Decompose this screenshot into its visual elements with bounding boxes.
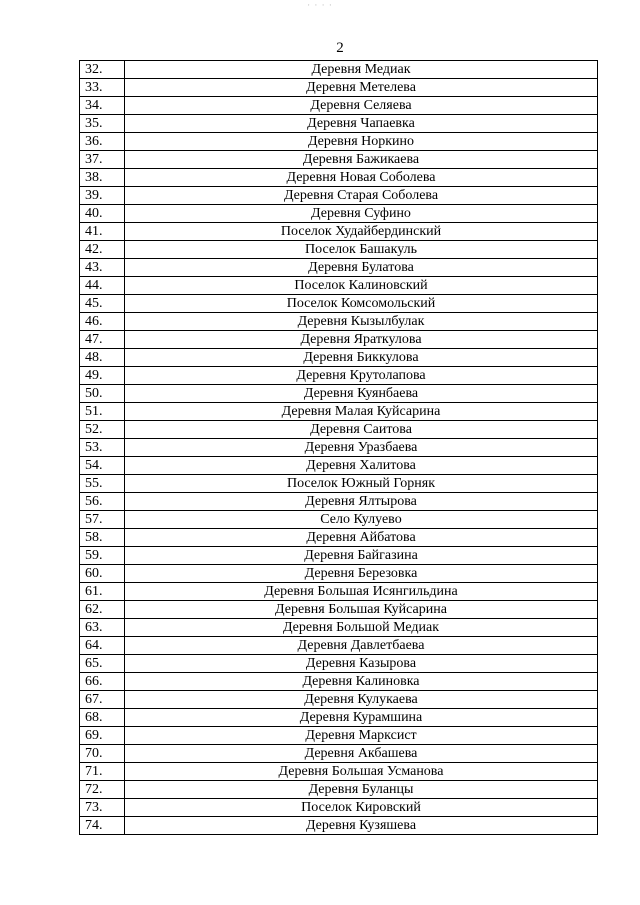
table-row	[80, 97, 598, 115]
table-row	[80, 241, 598, 259]
row-number: 40.	[80, 205, 125, 223]
row-number: 58.	[80, 529, 125, 547]
row-number: 67.	[80, 691, 125, 709]
settlement-name: Деревня Крутолапова	[125, 367, 598, 385]
settlement-name: Деревня Ялтырова	[125, 493, 598, 511]
table-row	[80, 151, 598, 169]
settlement-name: Деревня Большая Куйсарина	[125, 601, 598, 619]
table-row	[80, 691, 598, 709]
table-row	[80, 169, 598, 187]
settlement-name: Деревня Курамшина	[125, 709, 598, 727]
table-row	[80, 727, 598, 745]
settlement-name: Деревня Яраткулова	[125, 331, 598, 349]
row-number: 34.	[80, 97, 125, 115]
table-row	[80, 385, 598, 403]
settlement-name: Деревня Селяева	[125, 97, 598, 115]
row-number: 35.	[80, 115, 125, 133]
row-number: 51.	[80, 403, 125, 421]
settlement-name: Деревня Кулукаева	[125, 691, 598, 709]
header-mark: · · · ·	[307, 0, 333, 10]
row-number: 49.	[80, 367, 125, 385]
settlement-name: Деревня Суфино	[125, 205, 598, 223]
settlement-name: Деревня Давлетбаева	[125, 637, 598, 655]
settlement-name: Деревня Биккулова	[125, 349, 598, 367]
settlement-name: Деревня Калиновка	[125, 673, 598, 691]
settlement-name: Деревня Казырова	[125, 655, 598, 673]
table-row	[80, 637, 598, 655]
row-number: 53.	[80, 439, 125, 457]
table-row	[80, 781, 598, 799]
table-row	[80, 547, 598, 565]
row-number: 47.	[80, 331, 125, 349]
page-number: 2	[336, 40, 344, 56]
table-row	[80, 421, 598, 439]
row-number: 60.	[80, 565, 125, 583]
settlement-name: Деревня Большая Усманова	[125, 763, 598, 781]
row-number: 73.	[80, 799, 125, 817]
settlement-name: Деревня Кызылбулак	[125, 313, 598, 331]
settlement-name: Деревня Березовка	[125, 565, 598, 583]
table-row	[80, 745, 598, 763]
table-row	[80, 223, 598, 241]
table-row	[80, 205, 598, 223]
row-number: 63.	[80, 619, 125, 637]
settlement-name: Деревня Буланцы	[125, 781, 598, 799]
settlement-name: Поселок Кировский	[125, 799, 598, 817]
table-row	[80, 349, 598, 367]
settlement-name: Село Кулуево	[125, 511, 598, 529]
settlement-name: Деревня Чапаевка	[125, 115, 598, 133]
settlement-name: Поселок Комсомольский	[125, 295, 598, 313]
table-row	[80, 277, 598, 295]
row-number: 72.	[80, 781, 125, 799]
table-row	[80, 655, 598, 673]
table-row	[80, 511, 598, 529]
settlement-name: Деревня Бажикаева	[125, 151, 598, 169]
row-number: 43.	[80, 259, 125, 277]
table-row	[80, 259, 598, 277]
settlement-name: Деревня Большая Исянгильдина	[125, 583, 598, 601]
row-number: 69.	[80, 727, 125, 745]
table-row	[80, 79, 598, 97]
table-row	[80, 331, 598, 349]
row-number: 32.	[80, 61, 125, 79]
row-number: 74.	[80, 817, 125, 835]
settlement-name: Деревня Малая Куйсарина	[125, 403, 598, 421]
settlement-name: Деревня Куянбаева	[125, 385, 598, 403]
row-number: 37.	[80, 151, 125, 169]
row-number: 71.	[80, 763, 125, 781]
table-row	[80, 403, 598, 421]
settlement-name: Деревня Саитова	[125, 421, 598, 439]
settlement-name: Деревня Старая Соболева	[125, 187, 598, 205]
table-row	[80, 61, 598, 79]
settlement-name: Деревня Акбашева	[125, 745, 598, 763]
row-number: 48.	[80, 349, 125, 367]
settlement-name: Деревня Байгазина	[125, 547, 598, 565]
row-number: 33.	[80, 79, 125, 97]
table-row	[80, 583, 598, 601]
settlement-name: Деревня Метелева	[125, 79, 598, 97]
table-row	[80, 817, 598, 835]
settlement-name: Деревня Медиак	[125, 61, 598, 79]
table-row	[80, 601, 598, 619]
settlement-name: Деревня Кузяшева	[125, 817, 598, 835]
table-row	[80, 763, 598, 781]
row-number: 42.	[80, 241, 125, 259]
row-number: 57.	[80, 511, 125, 529]
table-row	[80, 673, 598, 691]
row-number: 70.	[80, 745, 125, 763]
row-number: 62.	[80, 601, 125, 619]
row-number: 36.	[80, 133, 125, 151]
settlement-name: Деревня Новая Соболева	[125, 169, 598, 187]
table-row	[80, 799, 598, 817]
settlement-name: Поселок Башакуль	[125, 241, 598, 259]
row-number: 46.	[80, 313, 125, 331]
settlement-name: Поселок Южный Горняк	[125, 475, 598, 493]
table-row	[80, 475, 598, 493]
row-number: 65.	[80, 655, 125, 673]
row-number: 64.	[80, 637, 125, 655]
row-number: 68.	[80, 709, 125, 727]
row-number: 41.	[80, 223, 125, 241]
table-row	[80, 313, 598, 331]
row-number: 56.	[80, 493, 125, 511]
settlement-name: Деревня Норкино	[125, 133, 598, 151]
table-row	[80, 133, 598, 151]
settlement-name: Поселок Худайбердинский	[125, 223, 598, 241]
table-row	[80, 493, 598, 511]
table-row	[80, 439, 598, 457]
settlement-name: Деревня Марксист	[125, 727, 598, 745]
row-number: 61.	[80, 583, 125, 601]
row-number: 55.	[80, 475, 125, 493]
row-number: 44.	[80, 277, 125, 295]
settlement-name: Поселок Калиновский	[125, 277, 598, 295]
row-number: 54.	[80, 457, 125, 475]
table-row	[80, 367, 598, 385]
table-row	[80, 115, 598, 133]
row-number: 38.	[80, 169, 125, 187]
settlement-name: Деревня Большой Медиак	[125, 619, 598, 637]
settlements-table	[79, 60, 598, 835]
row-number: 52.	[80, 421, 125, 439]
row-number: 45.	[80, 295, 125, 313]
row-number: 39.	[80, 187, 125, 205]
settlement-name: Деревня Айбатова	[125, 529, 598, 547]
table-row	[80, 565, 598, 583]
table-row	[80, 709, 598, 727]
table-row	[80, 295, 598, 313]
settlement-name: Деревня Уразбаева	[125, 439, 598, 457]
settlement-name: Деревня Халитова	[125, 457, 598, 475]
row-number: 50.	[80, 385, 125, 403]
settlement-name: Деревня Булатова	[125, 259, 598, 277]
row-number: 59.	[80, 547, 125, 565]
table-row	[80, 187, 598, 205]
table-row	[80, 619, 598, 637]
row-number: 66.	[80, 673, 125, 691]
settlements-table-body	[80, 61, 598, 835]
table-row	[80, 529, 598, 547]
table-row	[80, 457, 598, 475]
